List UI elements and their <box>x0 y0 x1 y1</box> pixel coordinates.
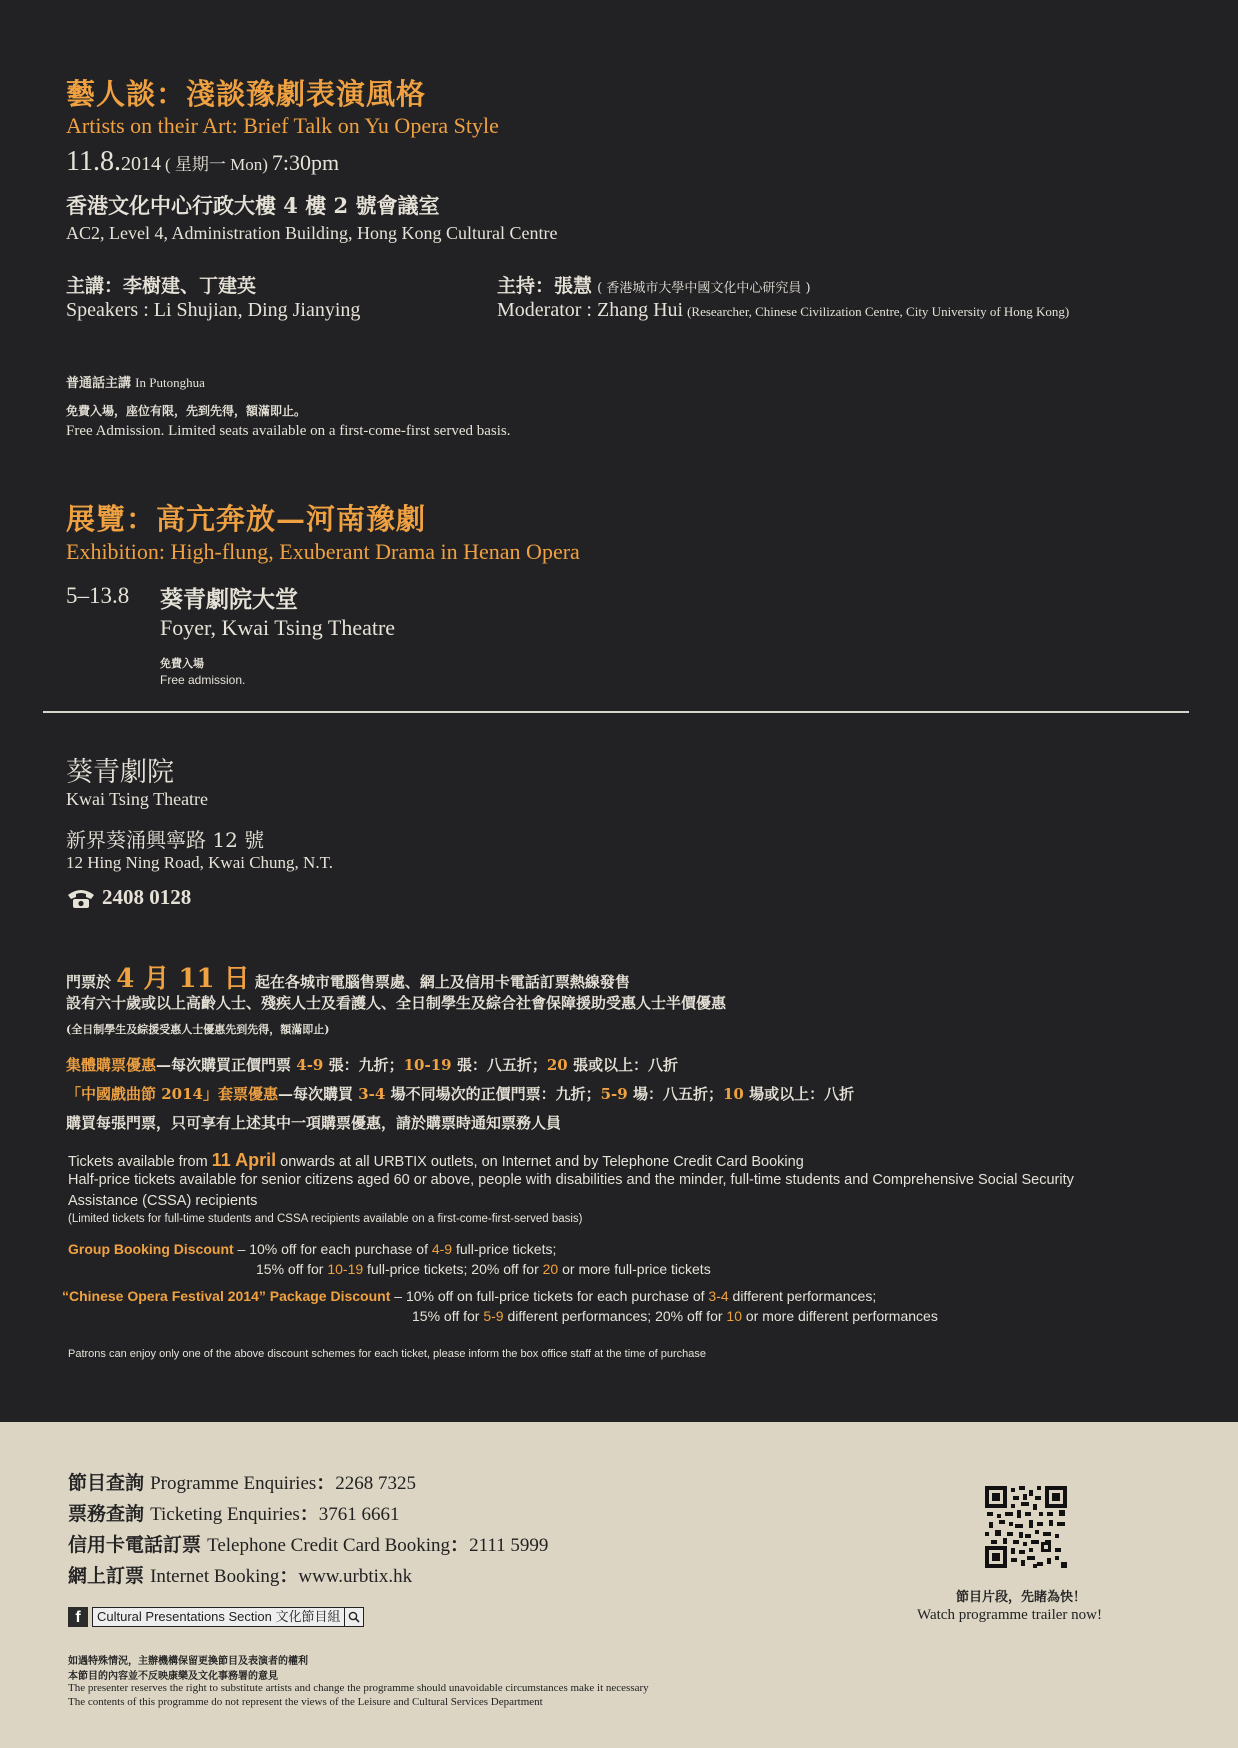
discount-note-zh: 購買每張門票，只可享有上述其中一項購票優惠，請於購票時通知票務人員 <box>66 1114 562 1132</box>
enquiries-section <box>0 1422 1238 1748</box>
talk-datetime <box>66 146 339 178</box>
language-en: In Putonghua <box>135 375 205 390</box>
exhibition-title-en: Exhibition: High-flung, Exuberant Drama in Henan Opera <box>66 539 580 564</box>
group-discount-en-a <box>68 1241 556 1257</box>
package-discount-en-b-n1: 5-9 <box>483 1308 504 1324</box>
group-discount-zh-text1: —每次購買正價門票 <box>156 1056 292 1074</box>
theatre-name-zh: 葵青劇院 <box>66 757 174 788</box>
package-discount-zh-text4: 場或以上：八折 <box>749 1085 855 1103</box>
qr-code-icon[interactable] <box>985 1486 1067 1568</box>
enquiry-credit-card: 信用卡電話訂票 Telephone Credit Card Booking：2111 5999 <box>68 1534 549 1556</box>
group-discount-en-a2: full-price tickets; <box>452 1241 557 1257</box>
group-discount-en-b-n2: 20 <box>542 1261 559 1277</box>
facebook-icon: f <box>68 1607 88 1627</box>
language-line <box>66 372 205 391</box>
tickets-zh-line1 <box>66 958 630 995</box>
enquiry-credit-card-en: Telephone Credit Card Booking <box>207 1535 451 1556</box>
talk-venue-en: AC2, Level 4, Administration Building, Hong Kong Cultural Centre <box>66 223 558 243</box>
enquiry-programme-value: 2268 7325 <box>335 1473 417 1494</box>
enquiry-credit-card-zh: 信用卡電話訂票 <box>68 1534 202 1556</box>
search-icon <box>345 1607 364 1627</box>
exhibition-dates: 5–13.8 <box>66 583 130 608</box>
package-discount-en-b3: or more different performances <box>741 1308 938 1324</box>
package-discount-zh-text3: 場：八五折； <box>632 1085 723 1103</box>
group-discount-en-b <box>256 1261 711 1277</box>
group-discount-zh-text2: 張：九折； <box>328 1056 404 1074</box>
group-discount-en-b-n1: 10-19 <box>327 1261 364 1277</box>
package-discount-zh-text1: —每次購買 <box>277 1085 353 1103</box>
exhibition-admission-zh: 免費入場 <box>160 657 204 670</box>
package-discount-en-b1: 15% off for <box>412 1308 484 1324</box>
moderator-en-note: (Researcher, Chinese Civilization Centre, City University of Hong Kong) <box>687 304 1070 319</box>
tickets-en-line1-post: onwards at all URBTIX outlets, on Internet and by Telephone Credit Card Booking <box>280 1154 804 1170</box>
package-discount-zh-label: 「中國戲曲節 2014」套票優惠 <box>66 1085 278 1103</box>
telephone-icon <box>66 887 96 909</box>
enquiry-programme: 節目查詢 Programme Enquiries：2268 7325 <box>68 1472 417 1494</box>
talk-venue-zh: 香港文化中心行政大樓 4 樓 2 號會議室 <box>66 193 440 218</box>
theatre-name-en: Kwai Tsing Theatre <box>66 789 209 809</box>
talk-year: 2014 <box>120 153 161 175</box>
tickets-zh-line2: 設有六十歲或以上高齡人士、殘疾人士及看護人、全日制學生及綜合社會保障援助受惠人士半價優惠 <box>66 994 727 1012</box>
tickets-en-date: 11 April <box>211 1150 277 1170</box>
package-discount-en-b2: different performances; 20% off for <box>503 1308 727 1324</box>
enquiry-programme-zh: 節目查詢 <box>68 1472 145 1494</box>
tickets-en-line2b: Assistance (CSSA) recipients <box>68 1193 258 1209</box>
enquiry-internet: 網上訂票 Internet Booking：www.urbtix.hk <box>68 1565 413 1587</box>
exhibition-title-zh: 展覽：高亢奔放—河南豫劇 <box>66 502 427 536</box>
disclaimer-zh-2: 本節目的內容並不反映康樂及文化事務署的意見 <box>68 1671 278 1682</box>
talk-title-zh: 藝人談：淺談豫劇表演風格 <box>66 77 427 111</box>
group-discount-en-b3: or more full-price tickets <box>558 1261 711 1277</box>
talk-title-en: Artists on their Art: Brief Talk on Yu Opera Style <box>66 113 499 138</box>
group-discount-en-b2: full-price tickets; 20% off for <box>363 1261 543 1277</box>
tickets-zh-date: 4 月 11 日 <box>116 964 250 994</box>
speakers-en: Speakers : Li Shujian, Ding Jianying <box>66 299 361 321</box>
disclaimer-en-2: The contents of this programme do not represent the views of the Leisure and Cultural Services Department <box>68 1696 543 1708</box>
package-discount-zh-n2: 5-9 <box>600 1085 628 1103</box>
facebook-search-bar[interactable] <box>68 1607 364 1627</box>
enquiry-internet-zh: 網上訂票 <box>68 1565 145 1587</box>
moderator-zh-line <box>497 271 811 298</box>
group-discount-zh-n3: 20 <box>546 1056 568 1074</box>
tickets-en-line1 <box>68 1150 804 1171</box>
moderator-zh-note: ( 香港城市大學中國文化中心研究員 ) <box>597 281 811 296</box>
language-zh: 普通話主講 <box>66 376 132 391</box>
enquiry-internet-en: Internet Booking <box>150 1566 280 1587</box>
exhibition-venue-zh: 葵青劇院大堂 <box>160 586 298 613</box>
talk-weekday: ( 星期一 Mon) <box>164 155 268 174</box>
tickets-zh-line3: (全日制學生及綜援受惠人士優惠先到先得，額滿即止) <box>66 1023 330 1036</box>
group-discount-zh <box>66 1054 678 1075</box>
theatre-phone-line <box>66 885 191 910</box>
theatre-phone: 2408 0128 <box>102 885 192 909</box>
theatre-address-zh: 新界葵涌興寧路 12 號 <box>66 828 265 852</box>
enquiry-ticketing-zh: 票務查詢 <box>68 1503 145 1525</box>
group-discount-zh-text3: 張：八五折； <box>456 1056 547 1074</box>
moderator-en: Moderator : Zhang Hui <box>497 299 684 321</box>
group-discount-zh-n2: 10-19 <box>403 1056 452 1074</box>
enquiry-ticketing-en: Ticketing Enquiries <box>150 1504 300 1525</box>
exhibition-venue-en: Foyer, Kwai Tsing Theatre <box>160 615 396 640</box>
section-divider <box>43 711 1189 713</box>
talk-admission-zh: 免費入場，座位有限，先到先得，額滿即止。 <box>66 404 307 418</box>
enquiry-ticketing-value: 3761 6661 <box>318 1504 400 1525</box>
package-discount-en-b <box>412 1308 938 1324</box>
talk-date: 11.8. <box>66 146 121 177</box>
enquiry-ticketing: 票務查詢 Ticketing Enquiries：3761 6661 <box>68 1503 400 1525</box>
group-discount-zh-n1: 4-9 <box>296 1056 324 1074</box>
package-discount-en-a-n: 3-4 <box>708 1288 729 1304</box>
tickets-en-line2: Half-price tickets available for senior citizens aged 60 or above, people with disabilities and the minder, full-time students and Comprehensive Social Security <box>68 1172 1074 1188</box>
enquiry-credit-card-value: 2111 5999 <box>469 1535 549 1556</box>
facebook-page-name: Cultural Presentations Section 文化節目組 <box>92 1607 345 1627</box>
talk-time: 7:30pm <box>271 150 340 175</box>
tickets-en-line3: (Limited tickets for full-time students and CSSA recipients available on a first-come-first-served basis) <box>68 1213 583 1225</box>
disclaimer-zh-1: 如遇特殊情況，主辦機構保留更換節目及表演者的權利 <box>68 1656 308 1667</box>
trailer-en: Watch programme trailer now! <box>917 1607 1102 1623</box>
theatre-address-en: 12 Hing Ning Road, Kwai Chung, N.T. <box>66 853 333 872</box>
package-discount-en-a <box>62 1288 876 1304</box>
group-discount-en-label: Group Booking Discount <box>68 1241 234 1257</box>
package-discount-en-a2: different performances; <box>728 1288 877 1304</box>
package-discount-en-a1: – 10% off on full-price tickets for each purchase of <box>390 1288 709 1304</box>
package-discount-en-label: “Chinese Opera Festival 2014” Package Discount <box>62 1288 391 1304</box>
tickets-zh-line1-post: 起在各城市電腦售票處、網上及信用卡電話訂票熱線發售 <box>254 973 630 991</box>
enquiry-internet-url[interactable]: www.urbtix.hk <box>298 1566 413 1587</box>
group-discount-en-a-n: 4-9 <box>431 1241 453 1257</box>
group-discount-en-b1: 15% off for <box>256 1261 328 1277</box>
package-discount-zh-n1: 3-4 <box>358 1085 386 1103</box>
package-discount-zh-n3: 10 <box>722 1085 744 1103</box>
speakers-zh: 主講：李樹建、丁建英 <box>66 275 257 297</box>
package-discount-zh-text2: 場不同場次的正價門票：九折； <box>390 1085 601 1103</box>
tickets-zh-line1-pre: 門票於 <box>66 973 112 991</box>
package-discount-en-b-n2: 10 <box>726 1308 742 1324</box>
exhibition-admission-en: Free admission. <box>160 673 246 687</box>
trailer-zh: 節目片段，先睹為快！ <box>956 1590 1087 1605</box>
group-discount-zh-label: 集體購票優惠 <box>66 1056 157 1074</box>
disclaimer-en-1: The presenter reserves the right to substitute artists and change the programme should unavoidable circumstances make it necessary <box>68 1682 649 1694</box>
moderator-en-line <box>497 299 1069 322</box>
group-discount-en-a1: – 10% off for each purchase of <box>233 1241 432 1257</box>
moderator-zh: 主持：張慧 <box>497 275 593 297</box>
group-discount-zh-text4: 張或以上：八折 <box>572 1056 678 1074</box>
talk-admission-en: Free Admission. Limited seats available on a first-come-first served basis. <box>66 423 511 439</box>
tickets-en-line1-pre: Tickets available from <box>68 1154 208 1170</box>
enquiry-programme-en: Programme Enquiries <box>150 1473 317 1494</box>
package-discount-zh <box>66 1083 854 1104</box>
discount-note-en: Patrons can enjoy only one of the above discount schemes for each ticket, please inform the box office staff at the time of purchase <box>68 1348 706 1360</box>
